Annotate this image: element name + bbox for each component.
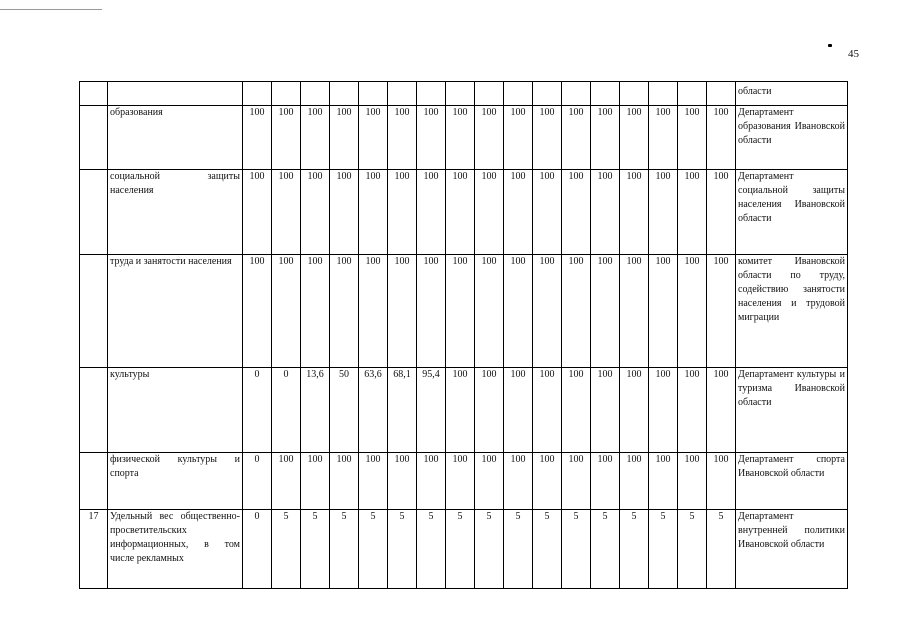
value-cell: 100 <box>591 368 620 453</box>
value-cell: 100 <box>388 170 417 255</box>
table-row <box>80 368 848 453</box>
value-cell: 100 <box>562 170 591 255</box>
value-cell: 5 <box>417 510 446 589</box>
value-cell: 100 <box>707 170 736 255</box>
value-cell: 5 <box>301 510 330 589</box>
value-cell: 0 <box>243 368 272 453</box>
value-cell: 100 <box>649 106 678 170</box>
value-cell: 5 <box>359 510 388 589</box>
value-cell: 100 <box>359 106 388 170</box>
value-cell: 5 <box>272 510 301 589</box>
value-cell: 100 <box>359 170 388 255</box>
value-cell: 5 <box>475 510 504 589</box>
department-cell: Департамент социальной защиты населения Ивановской области <box>736 170 848 255</box>
value-cell: 100 <box>475 453 504 510</box>
indicator-cell: культуры <box>108 368 243 453</box>
row-number-cell <box>80 453 108 510</box>
value-cell: 5 <box>533 510 562 589</box>
value-cell: 100 <box>243 170 272 255</box>
value-cell: 100 <box>562 368 591 453</box>
value-cell: 100 <box>678 368 707 453</box>
row-number-cell <box>80 368 108 453</box>
value-cell: 100 <box>446 255 475 368</box>
value-cell <box>562 82 591 106</box>
value-cell: 5 <box>330 510 359 589</box>
value-cell: 100 <box>446 170 475 255</box>
value-cell: 5 <box>707 510 736 589</box>
page-mark <box>828 44 832 47</box>
value-cell: 5 <box>504 510 533 589</box>
value-cell: 68,1 <box>388 368 417 453</box>
value-cell: 100 <box>591 106 620 170</box>
value-cell <box>417 82 446 106</box>
value-cell: 100 <box>504 368 533 453</box>
value-cell: 100 <box>707 368 736 453</box>
value-cell: 100 <box>707 106 736 170</box>
value-cell <box>475 82 504 106</box>
value-cell: 100 <box>649 368 678 453</box>
value-cell: 5 <box>446 510 475 589</box>
value-cell: 100 <box>533 255 562 368</box>
value-cell: 100 <box>330 106 359 170</box>
table-row <box>80 82 848 106</box>
value-cell: 5 <box>649 510 678 589</box>
value-cell: 100 <box>504 106 533 170</box>
value-cell: 100 <box>446 453 475 510</box>
value-cell: 100 <box>359 255 388 368</box>
value-cell: 100 <box>330 453 359 510</box>
value-cell: 100 <box>620 106 649 170</box>
value-cell <box>359 82 388 106</box>
value-cell: 100 <box>591 255 620 368</box>
value-cell <box>272 82 301 106</box>
value-cell: 100 <box>620 453 649 510</box>
indicator-cell: Удельный вес общественно-просветительских информационных, в том числе рекламных <box>108 510 243 589</box>
value-cell: 100 <box>417 453 446 510</box>
value-cell: 100 <box>446 368 475 453</box>
value-cell: 100 <box>533 453 562 510</box>
value-cell: 95,4 <box>417 368 446 453</box>
value-cell: 100 <box>649 255 678 368</box>
value-cell: 100 <box>620 368 649 453</box>
value-cell <box>707 82 736 106</box>
value-cell <box>243 82 272 106</box>
value-cell: 100 <box>243 106 272 170</box>
value-cell: 100 <box>475 106 504 170</box>
value-cell <box>388 82 417 106</box>
value-cell: 100 <box>475 170 504 255</box>
value-cell: 100 <box>301 170 330 255</box>
value-cell: 100 <box>272 170 301 255</box>
value-cell <box>620 82 649 106</box>
value-cell: 100 <box>475 368 504 453</box>
value-cell: 100 <box>678 106 707 170</box>
value-cell: 100 <box>620 255 649 368</box>
value-cell: 63,6 <box>359 368 388 453</box>
value-cell: 100 <box>388 106 417 170</box>
table-row <box>80 510 848 589</box>
value-cell: 100 <box>533 368 562 453</box>
value-cell <box>446 82 475 106</box>
value-cell: 100 <box>446 106 475 170</box>
table-row <box>80 453 848 510</box>
table-row <box>80 255 848 368</box>
indicator-cell: труда и занятости населения <box>108 255 243 368</box>
department-cell: Департамент спорта Ивановской области <box>736 453 848 510</box>
value-cell: 100 <box>388 255 417 368</box>
page-number: 45 <box>848 48 859 60</box>
department-cell: Департамент образования Ивановской области <box>736 106 848 170</box>
value-cell: 100 <box>301 255 330 368</box>
value-cell: 5 <box>678 510 707 589</box>
value-cell: 100 <box>562 255 591 368</box>
department-cell: Департамент культуры и туризма Ивановской области <box>736 368 848 453</box>
value-cell: 100 <box>504 255 533 368</box>
value-cell: 100 <box>504 453 533 510</box>
value-cell: 100 <box>272 106 301 170</box>
value-cell: 100 <box>591 170 620 255</box>
indicator-cell <box>108 82 243 106</box>
value-cell: 0 <box>243 510 272 589</box>
value-cell <box>504 82 533 106</box>
value-cell: 100 <box>533 106 562 170</box>
value-cell: 100 <box>649 170 678 255</box>
value-cell: 100 <box>678 255 707 368</box>
value-cell <box>330 82 359 106</box>
indicator-table <box>79 81 848 589</box>
value-cell: 100 <box>620 170 649 255</box>
indicator-cell: образования <box>108 106 243 170</box>
indicator-cell: физической культуры и спорта <box>108 453 243 510</box>
row-number-cell <box>80 82 108 106</box>
value-cell: 0 <box>272 368 301 453</box>
value-cell: 100 <box>591 453 620 510</box>
value-cell: 100 <box>417 255 446 368</box>
value-cell: 100 <box>243 255 272 368</box>
value-cell: 0 <box>243 453 272 510</box>
value-cell <box>301 82 330 106</box>
value-cell: 100 <box>272 255 301 368</box>
value-cell <box>649 82 678 106</box>
value-cell: 100 <box>475 255 504 368</box>
value-cell: 100 <box>649 453 678 510</box>
value-cell: 100 <box>417 170 446 255</box>
value-cell <box>678 82 707 106</box>
row-number-cell <box>80 170 108 255</box>
value-cell: 100 <box>388 453 417 510</box>
value-cell: 100 <box>562 453 591 510</box>
value-cell: 100 <box>707 453 736 510</box>
value-cell <box>533 82 562 106</box>
department-cell: области <box>736 82 848 106</box>
value-cell: 100 <box>678 453 707 510</box>
indicator-cell: социальной защиты населения <box>108 170 243 255</box>
value-cell: 5 <box>388 510 417 589</box>
value-cell: 13,6 <box>301 368 330 453</box>
value-cell: 100 <box>533 170 562 255</box>
value-cell: 100 <box>301 106 330 170</box>
value-cell: 50 <box>330 368 359 453</box>
department-cell: комитет Ивановской области по труду, содействию занятости населения и трудовой миграции <box>736 255 848 368</box>
row-number-cell: 17 <box>80 510 108 589</box>
value-cell: 100 <box>707 255 736 368</box>
value-cell: 100 <box>678 170 707 255</box>
value-cell: 100 <box>504 170 533 255</box>
department-cell: Департамент внутренней политики Ивановской области <box>736 510 848 589</box>
value-cell: 100 <box>417 106 446 170</box>
header-rule <box>0 9 102 10</box>
value-cell: 100 <box>359 453 388 510</box>
value-cell: 100 <box>272 453 301 510</box>
value-cell: 100 <box>330 255 359 368</box>
value-cell: 5 <box>562 510 591 589</box>
table-row <box>80 106 848 170</box>
value-cell: 100 <box>330 170 359 255</box>
value-cell: 100 <box>562 106 591 170</box>
value-cell: 5 <box>620 510 649 589</box>
value-cell: 100 <box>301 453 330 510</box>
value-cell: 5 <box>591 510 620 589</box>
value-cell <box>591 82 620 106</box>
table-row <box>80 170 848 255</box>
row-number-cell <box>80 106 108 170</box>
row-number-cell <box>80 255 108 368</box>
